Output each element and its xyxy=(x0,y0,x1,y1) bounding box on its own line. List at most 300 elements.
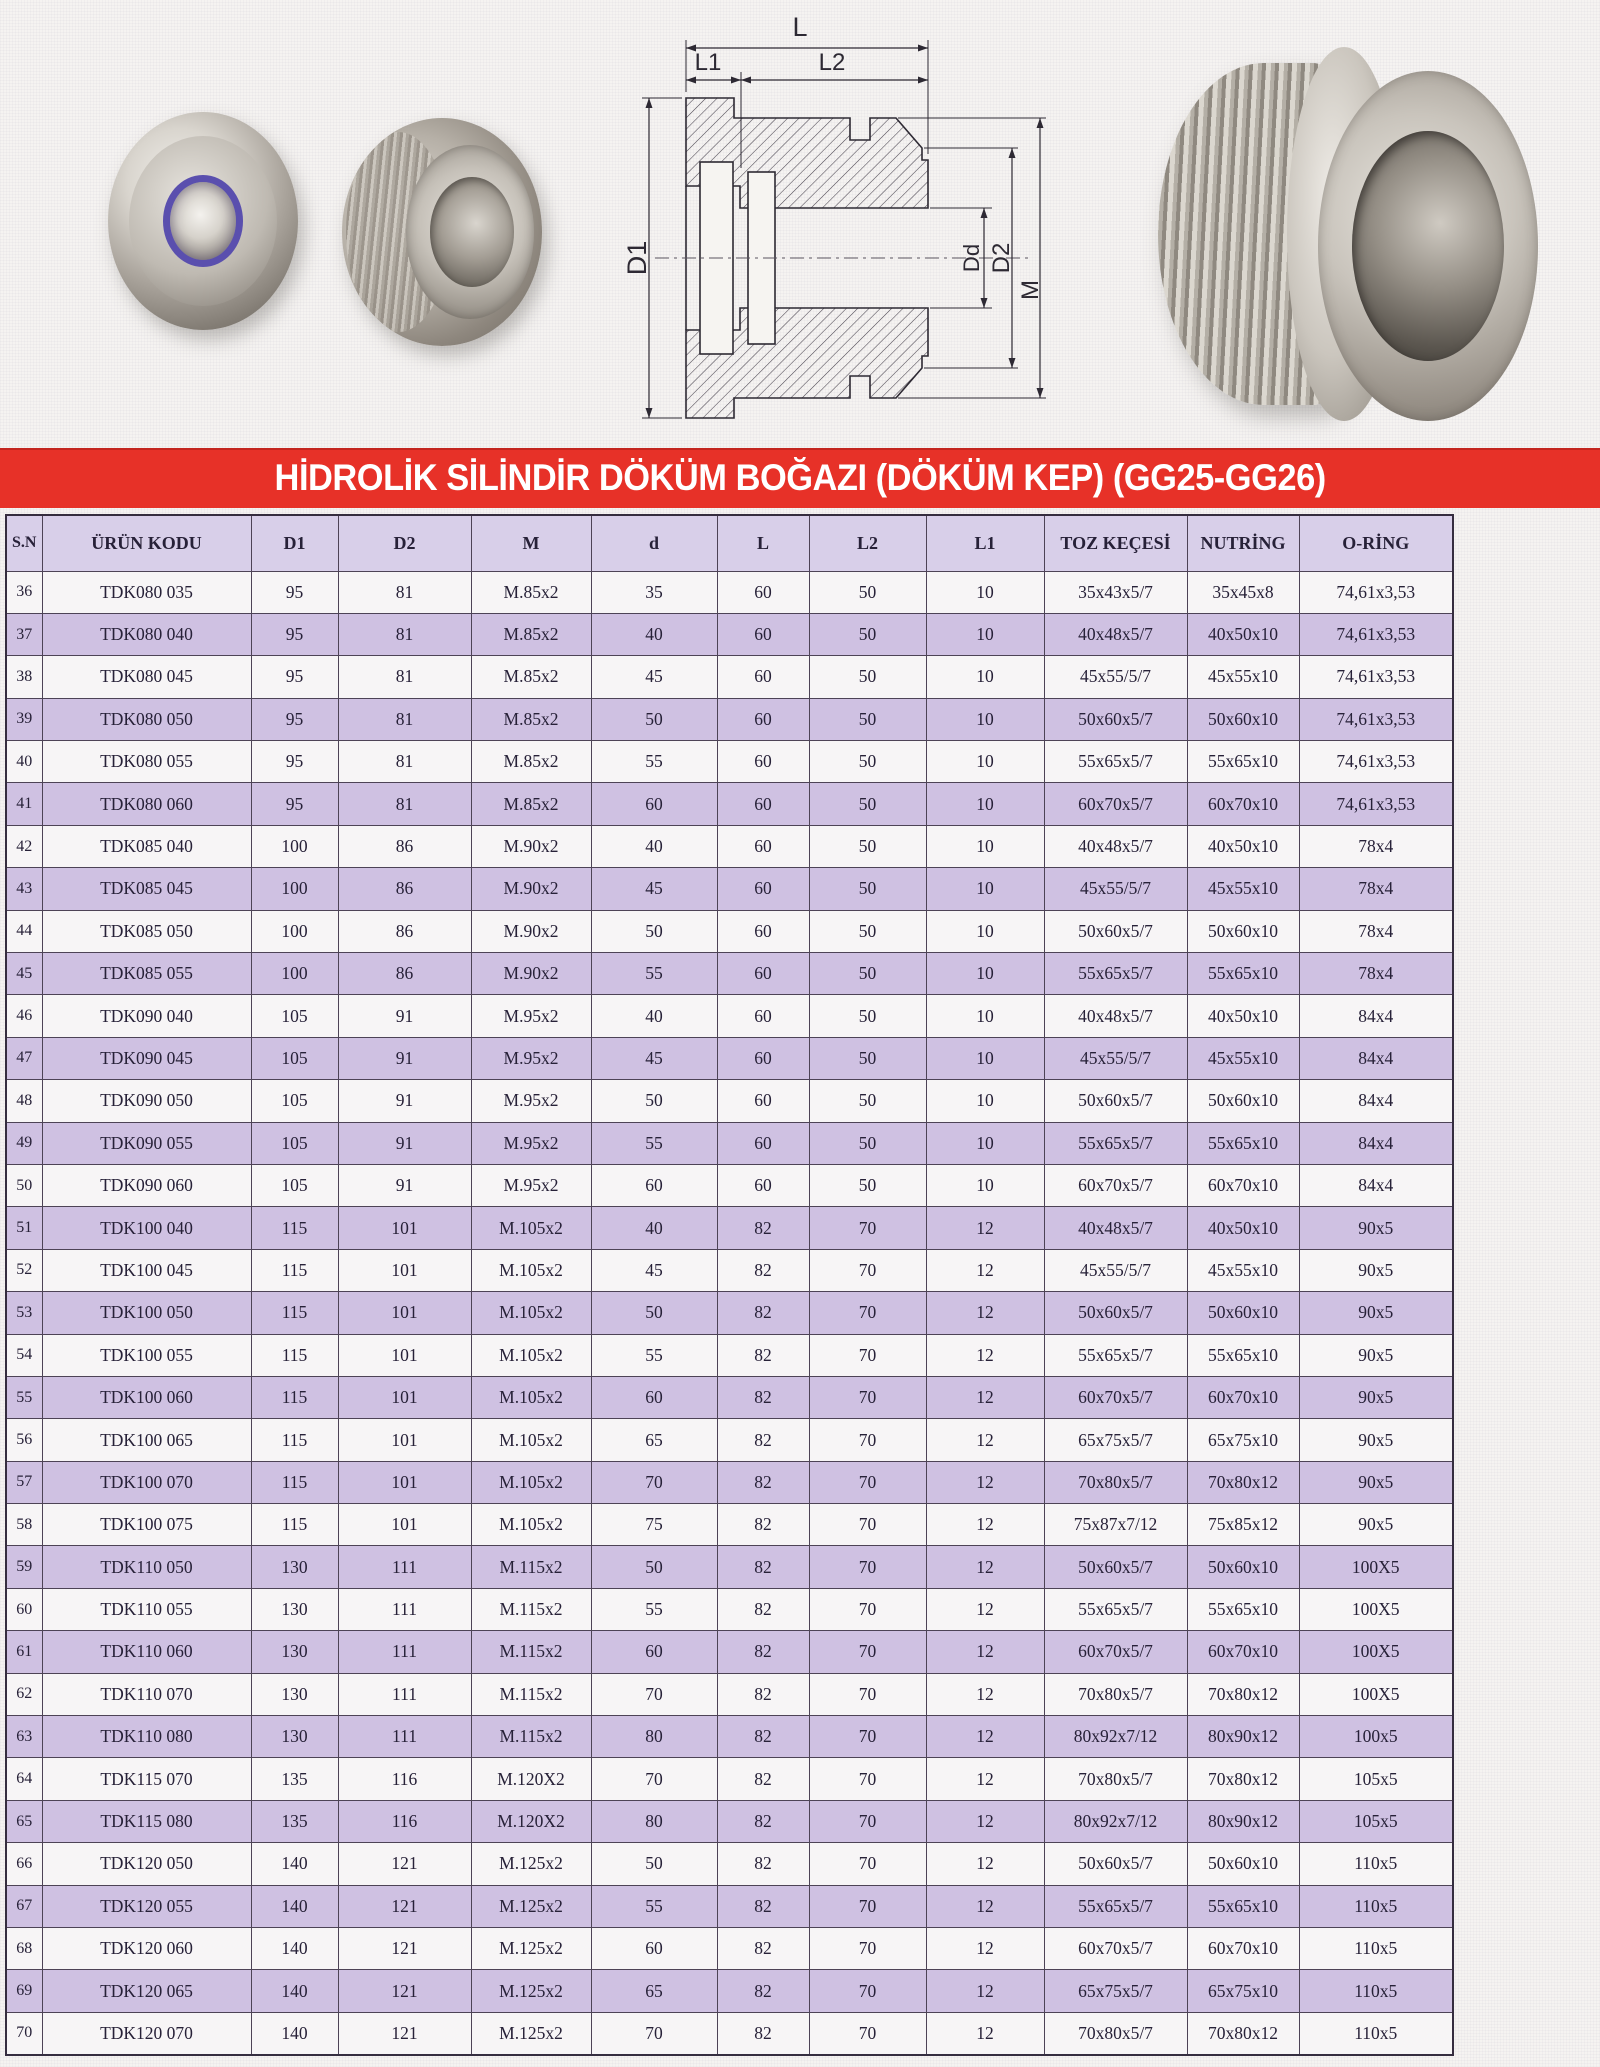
table-cell: TDK120 055 xyxy=(42,1885,251,1927)
table-cell: 50 xyxy=(591,1292,717,1334)
table-cell: TDK120 070 xyxy=(42,2012,251,2054)
table-cell: M.95x2 xyxy=(471,995,591,1037)
table-cell: 10 xyxy=(926,1122,1044,1164)
table-cell: 60x70x10 xyxy=(1187,1928,1299,1970)
table-cell: 10 xyxy=(926,953,1044,995)
dim-label-M: M xyxy=(1017,280,1044,300)
table-cell: 40x50x10 xyxy=(1187,995,1299,1037)
table-cell: 45x55/5/7 xyxy=(1044,868,1187,910)
table-cell: 121 xyxy=(338,1885,471,1927)
table-cell: 80 xyxy=(591,1800,717,1842)
table-cell: 90x5 xyxy=(1299,1461,1453,1503)
table-cell: 70 xyxy=(809,1376,926,1418)
table-cell: 12 xyxy=(926,1885,1044,1927)
table-cell: 50x60x10 xyxy=(1187,1546,1299,1588)
table-cell: 50 xyxy=(591,1843,717,1885)
table-cell: 35 xyxy=(591,571,717,613)
table-cell: 40x48x5/7 xyxy=(1044,613,1187,655)
table-row xyxy=(6,1673,1453,1715)
table-cell: TDK100 075 xyxy=(42,1504,251,1546)
table-cell: 50 xyxy=(809,825,926,867)
table-cell: 95 xyxy=(251,613,338,655)
table-cell: 121 xyxy=(338,1970,471,2012)
table-cell: 70 xyxy=(809,1504,926,1546)
table-cell: 41 xyxy=(6,783,42,825)
table-cell: 105 xyxy=(251,1164,338,1206)
col-header-o-ring: O-RİNG xyxy=(1299,515,1453,571)
table-cell: 62 xyxy=(6,1673,42,1715)
table-cell: 90x5 xyxy=(1299,1334,1453,1376)
table-cell: 135 xyxy=(251,1800,338,1842)
table-cell: 12 xyxy=(926,1376,1044,1418)
table-cell: 55x65x10 xyxy=(1187,1885,1299,1927)
table-cell: 84x4 xyxy=(1299,1164,1453,1206)
table-cell: M.115x2 xyxy=(471,1716,591,1758)
dim-label-L: L xyxy=(792,12,808,42)
table-cell: TDK080 040 xyxy=(42,613,251,655)
table-cell: 90x5 xyxy=(1299,1207,1453,1249)
table-cell: M.90x2 xyxy=(471,825,591,867)
table-cell: 60x70x5/7 xyxy=(1044,1164,1187,1206)
table-cell: 74,61x3,53 xyxy=(1299,741,1453,783)
table-cell: 101 xyxy=(338,1249,471,1291)
table-cell: 50 xyxy=(809,910,926,952)
table-cell: 60 xyxy=(591,1631,717,1673)
table-cell: 95 xyxy=(251,656,338,698)
table-cell: 60 xyxy=(591,783,717,825)
table-cell: 45x55x10 xyxy=(1187,868,1299,910)
table-cell: 60 xyxy=(717,825,809,867)
table-cell: 50 xyxy=(809,656,926,698)
table-cell: 55x65x5/7 xyxy=(1044,953,1187,995)
table-cell: 50 xyxy=(591,910,717,952)
table-cell: 84x4 xyxy=(1299,1080,1453,1122)
table-cell: 95 xyxy=(251,783,338,825)
table-row xyxy=(6,825,1453,867)
table-cell: 50 xyxy=(809,613,926,655)
table-cell: 12 xyxy=(926,1419,1044,1461)
table-cell: 10 xyxy=(926,741,1044,783)
product-photo-front-view xyxy=(108,112,298,330)
table-cell: 50x60x5/7 xyxy=(1044,910,1187,952)
table-cell: 78x4 xyxy=(1299,953,1453,995)
table-row xyxy=(6,1504,1453,1546)
table-cell: M.90x2 xyxy=(471,910,591,952)
table-row xyxy=(6,783,1453,825)
table-row xyxy=(6,910,1453,952)
table-cell: 130 xyxy=(251,1588,338,1630)
table-cell: TDK090 045 xyxy=(42,1037,251,1079)
table-cell: 67 xyxy=(6,1885,42,1927)
dim-label-L2: L2 xyxy=(818,49,846,76)
table-cell: 82 xyxy=(717,1631,809,1673)
table-cell: 60 xyxy=(6,1588,42,1630)
table-cell: 111 xyxy=(338,1631,471,1673)
table-cell: 70 xyxy=(809,1716,926,1758)
table-cell: 55x65x10 xyxy=(1187,953,1299,995)
col-header-nutring: NUTRİNG xyxy=(1187,515,1299,571)
table-cell: 40 xyxy=(591,825,717,867)
table-cell: 115 xyxy=(251,1207,338,1249)
table-row xyxy=(6,1461,1453,1503)
table-cell: TDK110 050 xyxy=(42,1546,251,1588)
table-row xyxy=(6,1546,1453,1588)
table-cell: 61 xyxy=(6,1631,42,1673)
table-cell: TDK080 060 xyxy=(42,783,251,825)
table-cell: 42 xyxy=(6,825,42,867)
table-cell: 101 xyxy=(338,1334,471,1376)
table-cell: 60 xyxy=(717,1080,809,1122)
table-cell: 50 xyxy=(809,1037,926,1079)
table-cell: 50x60x5/7 xyxy=(1044,1843,1187,1885)
table-cell: 60x70x5/7 xyxy=(1044,1631,1187,1673)
table-cell: 60 xyxy=(591,1164,717,1206)
table-cell: 95 xyxy=(251,571,338,613)
dim-label-D2: D2 xyxy=(988,242,1015,274)
col-header-l2: L2 xyxy=(809,515,926,571)
table-row xyxy=(6,1249,1453,1291)
table-cell: 48 xyxy=(6,1080,42,1122)
table-cell: 100X5 xyxy=(1299,1546,1453,1588)
table-cell: 100X5 xyxy=(1299,1631,1453,1673)
table-cell: 82 xyxy=(717,1292,809,1334)
table-cell: 80 xyxy=(591,1716,717,1758)
dim-label-Dd: Dd xyxy=(959,243,984,273)
gland-bore xyxy=(430,177,514,286)
table-cell: 10 xyxy=(926,1080,1044,1122)
table-cell: 70 xyxy=(6,2012,42,2054)
table-cell: 65x75x5/7 xyxy=(1044,1970,1187,2012)
table-cell: 55x65x10 xyxy=(1187,741,1299,783)
table-cell: 12 xyxy=(926,1716,1044,1758)
table-cell: 55 xyxy=(591,1334,717,1376)
table-cell: 40 xyxy=(591,995,717,1037)
table-cell: TDK100 070 xyxy=(42,1461,251,1503)
table-cell: 10 xyxy=(926,698,1044,740)
table-cell: TDK115 070 xyxy=(42,1758,251,1800)
table-cell: 82 xyxy=(717,1716,809,1758)
table-cell: 50x60x10 xyxy=(1187,1843,1299,1885)
table-cell: 50 xyxy=(809,1080,926,1122)
table-cell: 100X5 xyxy=(1299,1588,1453,1630)
table-row xyxy=(6,1928,1453,1970)
table-cell: 55x65x5/7 xyxy=(1044,1885,1187,1927)
table-cell: 111 xyxy=(338,1673,471,1715)
table-cell: M.120X2 xyxy=(471,1758,591,1800)
table-cell: 101 xyxy=(338,1207,471,1249)
table-cell: M.115x2 xyxy=(471,1546,591,1588)
table-cell: 58 xyxy=(6,1504,42,1546)
table-cell: M.105x2 xyxy=(471,1334,591,1376)
table-cell: 43 xyxy=(6,868,42,910)
table-cell: 51 xyxy=(6,1207,42,1249)
table-cell: 115 xyxy=(251,1292,338,1334)
table-cell: 53 xyxy=(6,1292,42,1334)
table-cell: 130 xyxy=(251,1716,338,1758)
table-cell: 116 xyxy=(338,1800,471,1842)
table-cell: 82 xyxy=(717,1249,809,1291)
table-row xyxy=(6,1122,1453,1164)
col-header-l: L xyxy=(717,515,809,571)
table-cell: 111 xyxy=(338,1588,471,1630)
table-cell: TDK090 055 xyxy=(42,1122,251,1164)
table-cell: 91 xyxy=(338,1080,471,1122)
table-cell: 45 xyxy=(591,1249,717,1291)
table-cell: 54 xyxy=(6,1334,42,1376)
table-cell: 55 xyxy=(591,1588,717,1630)
table-cell: 105 xyxy=(251,1122,338,1164)
table-cell: 111 xyxy=(338,1716,471,1758)
table-cell: 60x70x10 xyxy=(1187,783,1299,825)
table-cell: 86 xyxy=(338,868,471,910)
table-cell: M.90x2 xyxy=(471,953,591,995)
table-cell: M.105x2 xyxy=(471,1207,591,1249)
table-cell: 70 xyxy=(809,1928,926,1970)
table-cell: M.95x2 xyxy=(471,1037,591,1079)
table-cell: 10 xyxy=(926,656,1044,698)
table-row xyxy=(6,2012,1453,2054)
table-cell: M.85x2 xyxy=(471,613,591,655)
table-row xyxy=(6,1419,1453,1461)
table-cell: 70x80x5/7 xyxy=(1044,1673,1187,1715)
table-cell: 10 xyxy=(926,571,1044,613)
gland-angle-body xyxy=(342,118,542,346)
col-header-m: M xyxy=(471,515,591,571)
table-cell: 81 xyxy=(338,783,471,825)
dim-label-D1: D1 xyxy=(622,240,652,276)
table-cell: 80x92x7/12 xyxy=(1044,1716,1187,1758)
table-row xyxy=(6,1970,1453,2012)
table-cell: 45 xyxy=(591,656,717,698)
table-cell: 115 xyxy=(251,1504,338,1546)
table-cell: 40x50x10 xyxy=(1187,825,1299,867)
table-cell: 82 xyxy=(717,2012,809,2054)
table-cell: 75x87x7/12 xyxy=(1044,1504,1187,1546)
table-cell: M.120X2 xyxy=(471,1800,591,1842)
table-cell: 12 xyxy=(926,1970,1044,2012)
table-cell: 55 xyxy=(591,741,717,783)
table-cell: 82 xyxy=(717,1758,809,1800)
table-cell: 45x55x10 xyxy=(1187,656,1299,698)
table-cell: M.105x2 xyxy=(471,1292,591,1334)
table-cell: M.85x2 xyxy=(471,656,591,698)
table-cell: 78x4 xyxy=(1299,825,1453,867)
table-cell: 12 xyxy=(926,2012,1044,2054)
table-row xyxy=(6,1376,1453,1418)
table-cell: 74,61x3,53 xyxy=(1299,571,1453,613)
table-cell: 12 xyxy=(926,1800,1044,1842)
table-cell: 135 xyxy=(251,1758,338,1800)
col-header-d: d xyxy=(591,515,717,571)
table-row xyxy=(6,698,1453,740)
table-row xyxy=(6,1207,1453,1249)
table-cell: 40x50x10 xyxy=(1187,1207,1299,1249)
table-cell: 60 xyxy=(717,1037,809,1079)
table-cell: 45 xyxy=(591,868,717,910)
table-cell: 12 xyxy=(926,1334,1044,1376)
table-cell: 70 xyxy=(809,2012,926,2054)
table-row xyxy=(6,1334,1453,1376)
table-cell: 40x48x5/7 xyxy=(1044,995,1187,1037)
table-cell: 75 xyxy=(591,1504,717,1546)
table-cell: 81 xyxy=(338,571,471,613)
table-cell: 82 xyxy=(717,1334,809,1376)
table-cell: 12 xyxy=(926,1207,1044,1249)
table-cell: 140 xyxy=(251,2012,338,2054)
table-cell: 70 xyxy=(591,2012,717,2054)
table-cell: 40 xyxy=(6,741,42,783)
table-cell: 110x5 xyxy=(1299,1843,1453,1885)
table-cell: M.125x2 xyxy=(471,2012,591,2054)
table-cell: M.95x2 xyxy=(471,1122,591,1164)
table-cell: 81 xyxy=(338,741,471,783)
table-cell: 86 xyxy=(338,910,471,952)
table-cell: 60x70x10 xyxy=(1187,1631,1299,1673)
table-row xyxy=(6,1037,1453,1079)
table-cell: 70x80x12 xyxy=(1187,1758,1299,1800)
table-cell: 111 xyxy=(338,1546,471,1588)
table-cell: 68 xyxy=(6,1928,42,1970)
table-header-row xyxy=(6,515,1453,571)
table-cell: 100 xyxy=(251,910,338,952)
table-cell: 10 xyxy=(926,1037,1044,1079)
table-cell: TDK090 050 xyxy=(42,1080,251,1122)
col-header-sn: S.N xyxy=(6,515,42,571)
table-cell: 55x65x5/7 xyxy=(1044,741,1187,783)
table-cell: 10 xyxy=(926,613,1044,655)
table-cell: 110x5 xyxy=(1299,1970,1453,2012)
table-cell: 82 xyxy=(717,1376,809,1418)
table-cell: 50 xyxy=(591,698,717,740)
table-cell: 10 xyxy=(926,995,1044,1037)
table-cell: M.85x2 xyxy=(471,571,591,613)
table-cell: 105x5 xyxy=(1299,1800,1453,1842)
table-row xyxy=(6,613,1453,655)
table-row xyxy=(6,1843,1453,1885)
table-cell: 10 xyxy=(926,868,1044,910)
table-cell: M.125x2 xyxy=(471,1843,591,1885)
table-cell: 50 xyxy=(591,1080,717,1122)
table-cell: 50 xyxy=(809,995,926,1037)
table-cell: 35x45x8 xyxy=(1187,571,1299,613)
table-cell: 64 xyxy=(6,1758,42,1800)
table-cell: 60 xyxy=(717,953,809,995)
table-cell: 50 xyxy=(809,783,926,825)
table-cell: 45x55/5/7 xyxy=(1044,1037,1187,1079)
table-cell: 130 xyxy=(251,1546,338,1588)
table-cell: 60 xyxy=(717,1122,809,1164)
table-cell: 70 xyxy=(809,1885,926,1927)
table-cell: 60 xyxy=(717,783,809,825)
table-cell: 82 xyxy=(717,1928,809,1970)
table-cell: M.95x2 xyxy=(471,1164,591,1206)
table-cell: 55 xyxy=(591,1885,717,1927)
table-cell: TDK110 070 xyxy=(42,1673,251,1715)
table-cell: 50 xyxy=(591,1546,717,1588)
table-cell: 82 xyxy=(717,1800,809,1842)
table-cell: TDK120 065 xyxy=(42,1970,251,2012)
table-cell: 50 xyxy=(6,1164,42,1206)
table-cell: TDK110 060 xyxy=(42,1631,251,1673)
table-cell: 82 xyxy=(717,1546,809,1588)
table-row xyxy=(6,656,1453,698)
table-cell: 105 xyxy=(251,1080,338,1122)
col-header-d2: D2 xyxy=(338,515,471,571)
table-cell: 50 xyxy=(809,571,926,613)
table-cell: 78x4 xyxy=(1299,910,1453,952)
table-cell: 115 xyxy=(251,1376,338,1418)
table-cell: 45 xyxy=(6,953,42,995)
col-header-d1: D1 xyxy=(251,515,338,571)
table-cell: 70x80x5/7 xyxy=(1044,2012,1187,2054)
col-header-l1: L1 xyxy=(926,515,1044,571)
table-cell: TDK100 060 xyxy=(42,1376,251,1418)
table-cell: 90x5 xyxy=(1299,1419,1453,1461)
table-cell: 60x70x5/7 xyxy=(1044,1928,1187,1970)
table-cell: 75x85x12 xyxy=(1187,1504,1299,1546)
table-cell: 55 xyxy=(591,953,717,995)
table-cell: 40x50x10 xyxy=(1187,613,1299,655)
table-cell: 91 xyxy=(338,995,471,1037)
table-cell: 70 xyxy=(809,1843,926,1885)
table-cell: 45x55/5/7 xyxy=(1044,1249,1187,1291)
table-cell: M.85x2 xyxy=(471,741,591,783)
table-cell: M.105x2 xyxy=(471,1376,591,1418)
table-cell: 50 xyxy=(809,698,926,740)
table-cell: 10 xyxy=(926,910,1044,952)
table-cell: 60x70x5/7 xyxy=(1044,783,1187,825)
table-cell: 65 xyxy=(591,1970,717,2012)
table-cell: 60 xyxy=(717,741,809,783)
table-cell: 70 xyxy=(809,1673,926,1715)
gland-blue-seal-bore xyxy=(163,175,243,267)
table-cell: 70 xyxy=(809,1588,926,1630)
table-cell: 50x60x5/7 xyxy=(1044,1292,1187,1334)
table-cell: 45x55x10 xyxy=(1187,1249,1299,1291)
table-cell: 50x60x10 xyxy=(1187,1080,1299,1122)
table-cell: M.125x2 xyxy=(471,1885,591,1927)
title-banner xyxy=(0,448,1600,508)
table-cell: 84x4 xyxy=(1299,1037,1453,1079)
table-cell: 80x90x12 xyxy=(1187,1716,1299,1758)
table-cell: 39 xyxy=(6,698,42,740)
table-cell: 140 xyxy=(251,1843,338,1885)
table-cell: 50x60x5/7 xyxy=(1044,698,1187,740)
table-cell: 60 xyxy=(591,1928,717,1970)
table-cell: 100X5 xyxy=(1299,1673,1453,1715)
table-cell: 60x70x5/7 xyxy=(1044,1376,1187,1418)
product-table-body xyxy=(6,571,1453,2055)
top-section xyxy=(0,0,1600,448)
table-cell: 74,61x3,53 xyxy=(1299,656,1453,698)
table-cell: 40 xyxy=(591,613,717,655)
table-cell: 55 xyxy=(591,1122,717,1164)
table-row xyxy=(6,1885,1453,1927)
table-cell: 70 xyxy=(809,1800,926,1842)
dim-label-L1: L1 xyxy=(694,49,722,76)
table-cell: 45x55/5/7 xyxy=(1044,656,1187,698)
table-cell: TDK090 040 xyxy=(42,995,251,1037)
table-cell: 50x60x10 xyxy=(1187,1292,1299,1334)
table-cell: 60x70x10 xyxy=(1187,1376,1299,1418)
table-cell: 82 xyxy=(717,1843,809,1885)
table-cell: 100 xyxy=(251,953,338,995)
table-cell: 70 xyxy=(809,1631,926,1673)
table-cell: 12 xyxy=(926,1631,1044,1673)
table-cell: 65 xyxy=(591,1419,717,1461)
table-cell: 70x80x5/7 xyxy=(1044,1758,1187,1800)
table-cell: 121 xyxy=(338,1928,471,1970)
